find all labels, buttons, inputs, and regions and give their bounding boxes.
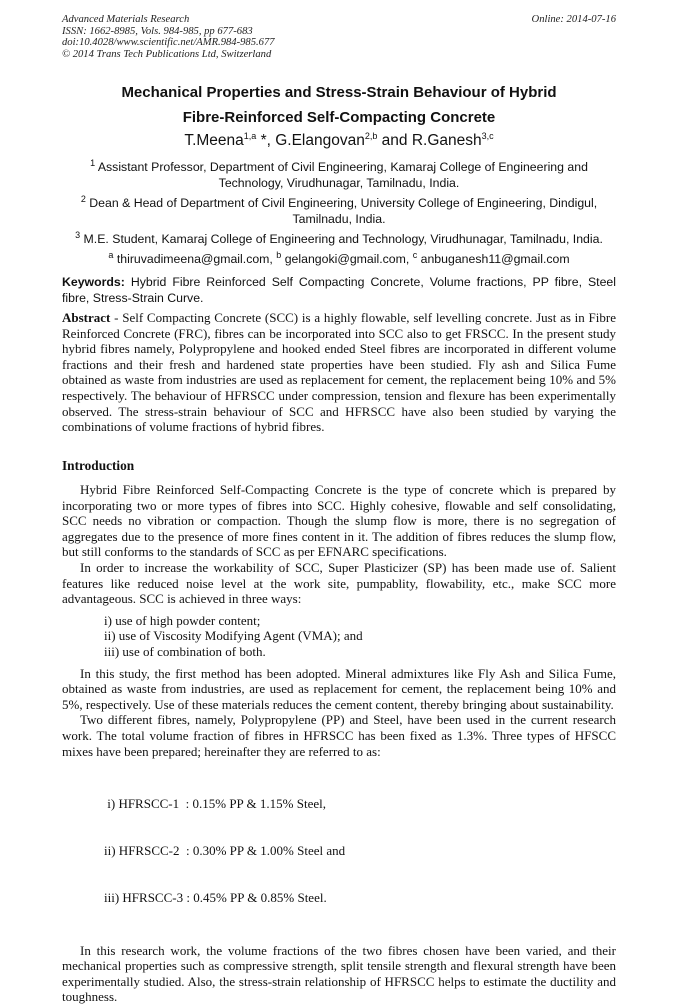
issn-line: ISSN: 1662-8985, Vols. 984-985, pp 677-683	[62, 25, 253, 37]
email-a-sup: a	[108, 250, 114, 260]
section-heading-introduction: Introduction	[62, 458, 135, 473]
email-b[interactable]: gelangoki@gmail.com,	[284, 252, 413, 267]
author-1: T.Meena	[184, 132, 244, 150]
affiliation-2-num: 2	[80, 194, 86, 204]
email-c-sup: c	[412, 250, 418, 260]
intro-paragraph-2: In order to increase the workability of SCC, Super Plasticizer (SP) has been made use of. Salient features like reduced noise level at the work site, pumpablity, flowability, etc., make SCC more advantageous. SCC is achieved in three ways:	[62, 559, 616, 607]
intro-paragraph-5: In this research work, the volume fractions of the two fibres chosen have been varied, and their mechanical properties such as compressive strength, split tensile strength and flexural strength have been experimentally studied. Also, the stress-strain relationship of HFRSCC helps to estimate the ductility and toughness.	[62, 942, 616, 1005]
email-b-sup: b	[276, 250, 282, 260]
list-item: iii) use of combination of both.	[104, 643, 266, 659]
doi-line[interactable]: doi:10.4028/www.scientific.net/AMR.984-985.677	[62, 37, 275, 49]
copyright-line: © 2014 Trans Tech Publications Ltd, Switzerland	[62, 48, 272, 60]
introduction-body	[62, 482, 616, 1005]
author-3: R.Ganesh	[411, 132, 482, 150]
abstract-text: - Self Compacting Concrete (SCC) is a highly flowable, self levelling concrete. Just as in Fibre Reinforced Concrete (FRC), fibres can be incorporated into SCC also to get FRSCC. In the present study hybrid fibres namely, Polypropylene and hooked ended Steel fibres are incorporated in different volume fractions and their fresh and hardened state properties have been studied. Fly ash and Silica Fume obtained as waste from industries are used as replacement for cement, the replacement being 10% and 5% respectively. The behaviour of HFRSCC under compression, tension and flexure has been experimentally observed. The stress-strain behaviour of SCC and HFRSCC have also been studied by varying the combinations of volume fractions of hybrid fibres.	[62, 310, 616, 435]
affiliation-2-text: Dean & Head of Department of Civil Engineering, University College of Engineering, Dindigul, Tamilnadu, India.	[89, 196, 598, 227]
affiliation-3-text: M.E. Student, Kamaraj College of Engineering and Technology, Virudhunagar, Tamilnadu, India.	[83, 232, 603, 247]
intro-paragraph-3: In this study, the first method has been adopted. Mineral admixtures like Fly Ash and Silica Fume, obtained as waste from industries, are used as replacement for cement, the replacement being 10% and 5%, respectively. Use of these materials reduces the cement content, thereby bringing about sustainability.	[62, 665, 616, 712]
list-item: i) use of high powder content;	[104, 612, 261, 628]
mixes-list	[104, 765, 616, 937]
author-2-sup: 2,b	[364, 131, 378, 141]
list-item: ii) HFRSCC-2 : 0.30% PP & 1.00% Steel and	[104, 843, 346, 859]
affiliation-1-text: Assistant Professor, Department of Civil Engineering, Kamaraj College of Engineering and Technology, Virudhunagar, Tamilnadu, India.	[97, 160, 588, 191]
author-list	[62, 126, 616, 151]
email-a[interactable]: thiruvadimeena@gmail.com,	[116, 252, 277, 267]
author-3-sup: 3,c	[481, 131, 494, 141]
journal-name: Advanced Materials Research	[62, 14, 190, 25]
author-and: and	[377, 132, 412, 150]
running-header	[62, 14, 616, 60]
online-date: Online: 2014-07-16	[531, 14, 616, 25]
list-item: ii) use of Viscosity Modifying Agent (VMA); and	[104, 628, 363, 644]
list-item: iii) HFRSCC-3 : 0.45% PP & 0.85% Steel.	[104, 889, 327, 905]
intro-paragraph-1: Hybrid Fibre Reinforced Self-Compacting Concrete is the type of concrete which is prepared by incorporating two or more types of fibres into SCC. Highly cohesive, flowable and self consolidating, SCC needs no vibration or compaction. Though the slump flow is more, there is no segregation of aggregates due to the presence of more fines content in it. The addition of fibres reduces the slump flow, but still conforms to the standards of SCC as per EFNARC specifications.	[62, 482, 616, 560]
affiliation-3	[62, 227, 616, 247]
paper-title	[62, 80, 616, 130]
list-item: i) HFRSCC-1 : 0.15% PP & 1.15% Steel,	[104, 796, 326, 812]
affiliation-1	[62, 155, 616, 191]
author-1-sup: 1,a	[243, 131, 257, 141]
abstract-label: Abstract	[62, 310, 111, 325]
keywords-label: Keywords:	[62, 275, 125, 289]
author-2: G.Elangovan	[275, 132, 365, 150]
keywords-block	[62, 275, 616, 306]
email-line	[62, 247, 616, 267]
corresponding-mark: *,	[256, 132, 276, 150]
title-line-1: Mechanical Properties and Stress-Strain Behaviour of Hybrid	[121, 84, 557, 101]
email-c[interactable]: anbuganesh11@gmail.com	[420, 252, 570, 267]
keywords-text: Hybrid Fibre Reinforced Self Compacting Concrete, Volume fractions, PP fibre, Steel fibre, Stress-Strain Curve.	[62, 275, 616, 305]
intro-paragraph-4: Two different fibres, namely, Polypropylene (PP) and Steel, have been used in the current research work. The total volume fraction of fibres in HFRSCC has been fixed as 1.3%. Three types of HFSCC mixes have been prepared; hereinafter they are referred to as:	[62, 712, 616, 759]
affiliation-2	[62, 191, 616, 227]
title-line-2: Fibre-Reinforced Self-Compacting Concrete	[182, 109, 496, 126]
abstract-block	[62, 310, 616, 435]
ways-list	[104, 613, 616, 660]
affiliation-3-num: 3	[75, 230, 81, 240]
affiliation-1-num: 1	[90, 158, 96, 168]
